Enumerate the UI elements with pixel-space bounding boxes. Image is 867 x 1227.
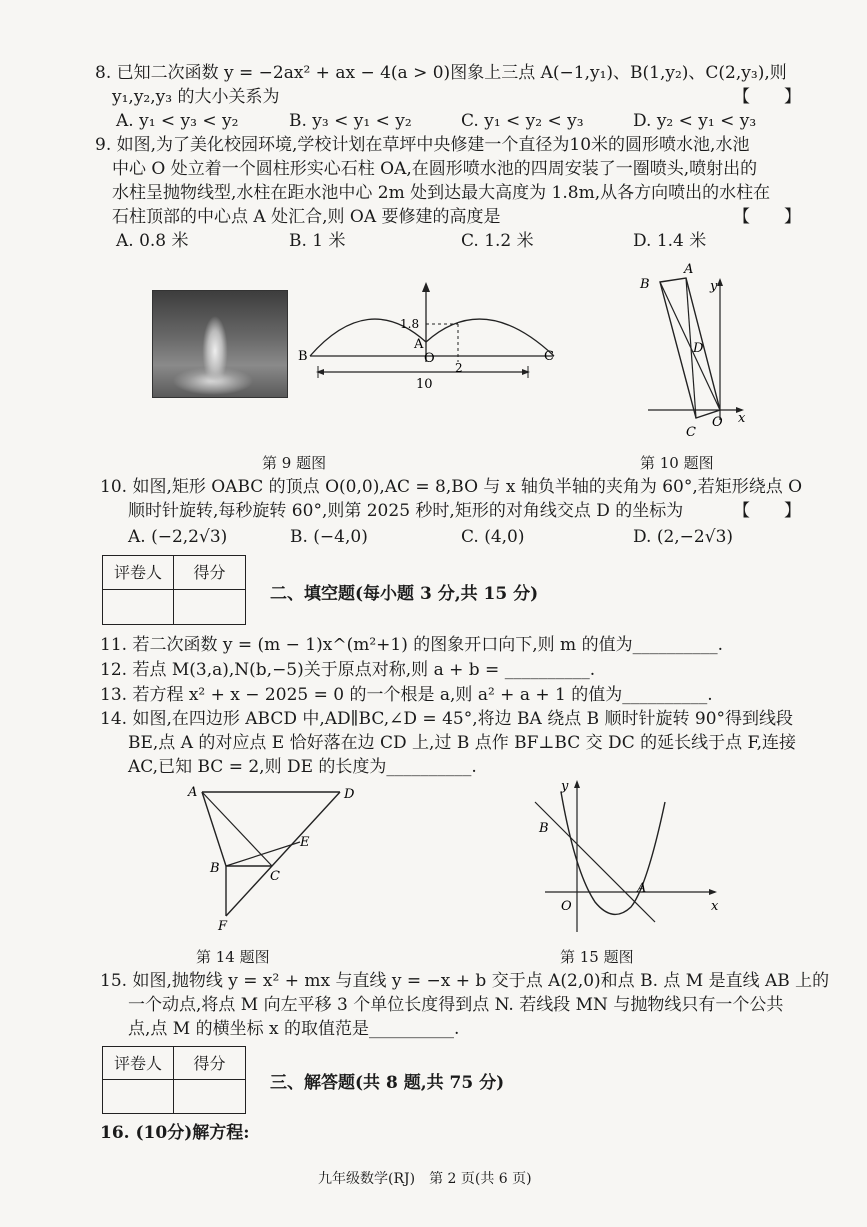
q10-label-o: O <box>712 415 723 430</box>
grader-table-2 <box>102 1046 246 1114</box>
q9-label-o: O <box>424 351 435 366</box>
q15-label-x: x <box>711 899 719 914</box>
grader-score-label: 得分 <box>174 556 245 590</box>
q14-label-f: F <box>218 919 228 934</box>
q9-label-height: 1.8 <box>400 317 420 331</box>
q14-line1: 14. 如图,在四边形 ABCD 中,AD∥BC,∠D = 45°,将边 BA 绕点 B 顺时针旋转 90°得到线段 <box>100 709 794 729</box>
q14-label-c: C <box>270 869 280 884</box>
q9-line3: 水柱呈抛物线型,水柱在距水池中心 2m 处到达最大高度为 1.8m,从各方向喷出的水柱在 <box>112 183 771 203</box>
q12: 12. 若点 M(3,a),N(b,−5)关于原点对称,则 a + b = __________. <box>100 660 596 680</box>
q15-label-a: A <box>637 881 647 896</box>
q10-option-d: D. (2,−2√3) <box>633 527 734 547</box>
q9-caption: 第 9 题图 <box>262 454 327 472</box>
q10-caption: 第 10 题图 <box>640 454 714 472</box>
grader-reviewer-label: 评卷人 <box>103 556 174 590</box>
q9-bracket: 【 】 <box>733 207 801 227</box>
q9-line1: 9. 如图,为了美化校园环境,学校计划在草坪中央修建一个直径为10米的圆形喷水池,水池 <box>95 135 750 155</box>
q14-label-e: E <box>300 835 310 850</box>
q10-label-b: B <box>640 277 650 292</box>
q8-line2: y₁,y₂,y₃ 的大小关系为 <box>112 87 280 107</box>
q15-label-y: y <box>561 779 569 794</box>
section-solve-title: 三、解答题(共 8 题,共 75 分) <box>270 1073 505 1093</box>
q10-label-x: x <box>738 411 746 426</box>
q9-option-c: C. 1.2 米 <box>461 231 534 251</box>
q14-line2: BE,点 A 的对应点 E 恰好落在边 CD 上,过 B 点作 BF⊥BC 交 DC 的延长线于点 F,连接 <box>128 733 797 753</box>
q9-label-b: B <box>298 349 308 364</box>
q14-label-d: D <box>344 787 355 802</box>
q8-bracket: 【 】 <box>733 87 801 107</box>
q9-option-d: D. 1.4 米 <box>633 231 707 251</box>
q15-label-o: O <box>561 899 572 914</box>
q14-label-a: A <box>188 785 198 800</box>
q10-label-y: y <box>710 279 718 294</box>
fountain-photo <box>152 290 288 398</box>
q8-option-c: C. y₁ < y₂ < y₃ <box>461 111 584 131</box>
q9-label-a: A <box>414 337 424 352</box>
q11: 11. 若二次函数 y = (m − 1)x^(m²+1) 的图象开口向下,则 m 的值为__________. <box>100 635 723 655</box>
q10-option-b: B. (−4,0) <box>290 527 368 547</box>
q15-line3: 点,点 M 的横坐标 x 的取值范是__________. <box>128 1019 460 1039</box>
q10-label-c: C <box>686 425 696 440</box>
q15-line1: 15. 如图,抛物线 y = x² + mx 与直线 y = −x + b 交于点 A(2,0)和点 B. 点 M 是直线 AB 上的 <box>100 971 830 991</box>
grader-score-cell[interactable] <box>174 590 245 624</box>
grader-reviewer-cell[interactable] <box>103 590 174 624</box>
grader-reviewer-cell[interactable] <box>103 1080 174 1113</box>
q13: 13. 若方程 x² + x − 2025 = 0 的一个根是 a,则 a² + a + 1 的值为__________. <box>100 685 713 705</box>
q10-line1: 10. 如图,矩形 OABC 的顶点 O(0,0),AC = 8,BO 与 x 轴负半轴的夹角为 60°,若矩形绕点 O <box>100 477 803 497</box>
q9-option-b: B. 1 米 <box>289 231 346 251</box>
grader-score-cell[interactable] <box>174 1080 245 1113</box>
q8-option-d: D. y₂ < y₁ < y₃ <box>633 111 757 131</box>
q10-option-a: A. (−2,2√3) <box>128 527 228 547</box>
q10-bracket: 【 】 <box>733 501 801 521</box>
section-fill-title: 二、填空题(每小题 3 分,共 15 分) <box>270 584 539 604</box>
q16: 16. (10分)解方程: <box>100 1123 250 1143</box>
q9-line2: 中心 O 处立着一个圆柱形实心石柱 OA,在圆形喷水池的四周安装了一圈喷头,喷射出的 <box>112 159 758 179</box>
q9-diagram <box>296 280 566 405</box>
q9-label-two: 2 <box>455 361 463 375</box>
q10-label-a: A <box>684 262 694 277</box>
grader-reviewer-label: 评卷人 <box>103 1047 174 1080</box>
q15-diagram <box>525 772 725 942</box>
q8-option-a: A. y₁ < y₃ < y₂ <box>116 111 239 131</box>
q14-line3: AC,已知 BC = 2,则 DE 的长度为__________. <box>128 757 477 777</box>
q15-line2: 一个动点,将点 M 向左平移 3 个单位长度得到点 N. 若线段 MN 与抛物线只有一个公共 <box>128 995 784 1015</box>
q15-caption: 第 15 题图 <box>560 948 634 966</box>
q9-line4: 石柱顶部的中心点 A 处汇合,则 OA 要修建的高度是 <box>112 207 501 227</box>
q9-option-a: A. 0.8 米 <box>116 231 189 251</box>
q15-label-b: B <box>539 821 549 836</box>
grader-table-1 <box>102 555 246 625</box>
q10-label-d: D <box>693 341 704 356</box>
grader-score-label: 得分 <box>174 1047 245 1080</box>
q8-line1: 8. 已知二次函数 y = −2ax² + ax − 4(a > 0)图象上三点 A(−1,y₁)、B(1,y₂)、C(2,y₃),则 <box>95 63 787 83</box>
q14-label-b: B <box>210 861 220 876</box>
q14-diagram <box>180 780 370 935</box>
q8-option-b: B. y₃ < y₁ < y₂ <box>289 111 412 131</box>
q10-option-c: C. (4,0) <box>461 527 525 547</box>
q10-line2: 顺时针旋转,每秒旋转 60°,则第 2025 秒时,矩形的对角线交点 D 的坐标为 <box>128 501 684 521</box>
q14-caption: 第 14 题图 <box>196 948 270 966</box>
q9-label-c: C <box>544 349 554 364</box>
page-footer: 九年级数学(RJ) 第 2 页(共 6 页) <box>318 1171 532 1187</box>
q10-diagram <box>630 260 755 440</box>
q9-label-ten: 10 <box>416 377 433 392</box>
